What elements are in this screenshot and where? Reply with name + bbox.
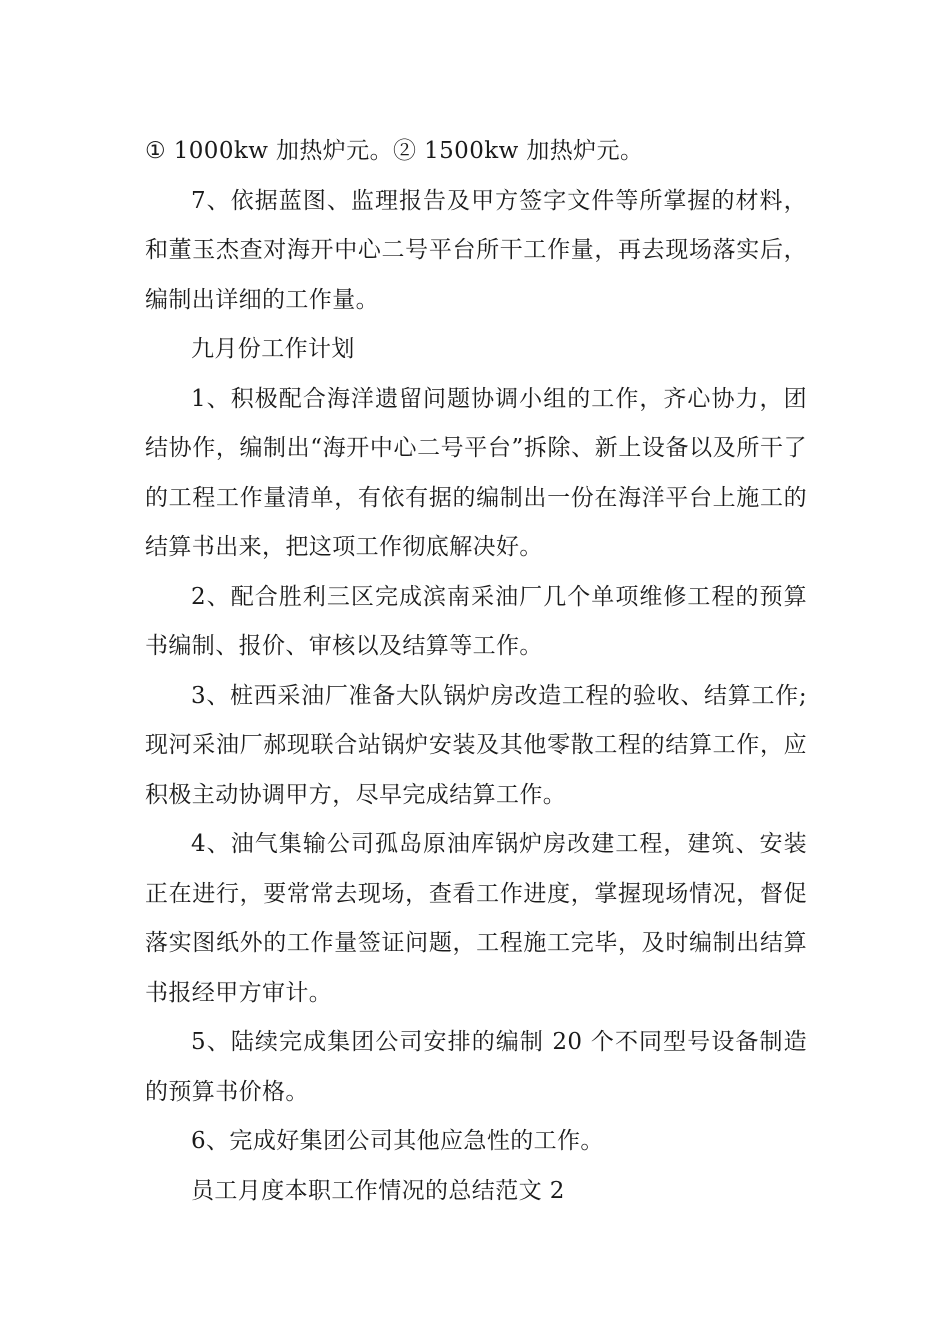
paragraph-plan-item-3: 3、桩西采油厂准备大队锅炉房改造工程的验收、结算工作;现河采油厂郝现联合站锅炉安装及其他零散工程的结算工作，应积极主动协调甲方，尽早完成结算工作。 — [145, 682, 807, 808]
paragraph-plan-item-4: 4、油气集输公司孤岛原油库锅炉房改建工程，建筑、安装正在进行，要常常去现场，查看工作进度，掌握现场情况，督促落实图纸外的工作量签证问题，工程施工完毕，及时编制出结算书报经甲方审计。 — [145, 831, 807, 1006]
paragraph-plan-item-1: 1、积极配合海洋遗留问题协调小组的工作，齐心协力，团结协作，编制出“海开中心二号平台”拆除、新上设备以及所干了的工程工作量清单，有依有据的编制出一份在海洋平台上施工的结算书出来，把这项工作彻底解决好。 — [145, 385, 807, 560]
paragraph-plan-item-6: 6、完成好集团公司其他应急性的工作。 — [191, 1128, 604, 1154]
section-heading-sample-2: 员工月度本职工作情况的总结范文 2 — [191, 1177, 565, 1204]
document-body — [145, 127, 807, 1216]
paragraph-furnace-list: ① 1000kw 加热炉元。② 1500kw 加热炉元。 — [145, 138, 644, 164]
section-heading-september-plan: 九月份工作计划 — [191, 336, 355, 362]
paragraph-item-7: 7、依据蓝图、监理报告及甲方签字文件等所掌握的材料，和董玉杰查对海开中心二号平台所干工作量，再去现场落实后，编制出详细的工作量。 — [145, 187, 807, 313]
paragraph-plan-item-2: 2、配合胜利三区完成滨南采油厂几个单项维修工程的预算书编制、报价、审核以及结算等工作。 — [145, 583, 807, 659]
paragraph-plan-item-5: 5、陆续完成集团公司安排的编制 20 个不同型号设备制造的预算书价格。 — [145, 1029, 807, 1105]
